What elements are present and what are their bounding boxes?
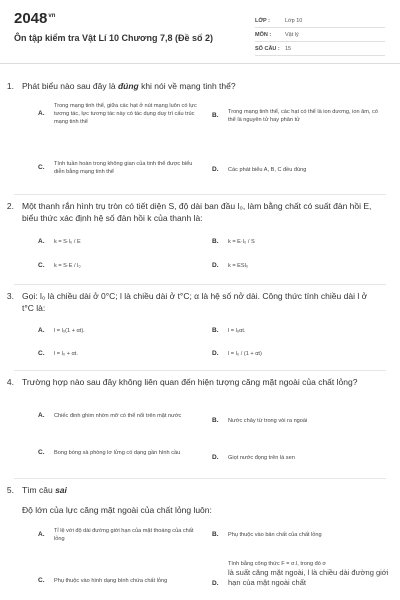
- q5-option-b[interactable]: B. Phụ thuộc vào bản chất của chất lỏng: [212, 531, 322, 538]
- divider: [14, 478, 386, 479]
- q2-option-c[interactable]: C. k = S·E / l₀: [38, 262, 81, 269]
- meta-row-class: LỚP : Lớp 10: [255, 14, 385, 28]
- question-text: Tìm câu sai: [22, 485, 67, 495]
- question-number: 2.: [6, 201, 14, 211]
- q2-option-a[interactable]: A. k = S·l₀ / E: [38, 238, 81, 245]
- question-number: 4.: [6, 377, 14, 387]
- question-subtext: Độ lớn của lực căng mặt ngoài của chất lỏng luôn:: [22, 505, 212, 515]
- meta-table: [255, 14, 385, 56]
- q4-option-a[interactable]: A. Chiếc đinh ghim nhờn mỡ có thể nổi trên mặt nước: [38, 412, 182, 419]
- site-logo[interactable]: $2048^{vn}$: [14, 10, 56, 27]
- divider: [14, 194, 386, 195]
- divider: [14, 284, 386, 285]
- page-header: [0, 0, 400, 64]
- q2-option-d[interactable]: D. k = ESl₀: [212, 262, 249, 269]
- meta-row-subject: MÔN : Vật lý: [255, 28, 385, 42]
- q4-option-b[interactable]: B. Nước chảy từ trong vòi ra ngoài: [212, 417, 308, 424]
- q1-option-d[interactable]: D. Các phát biểu A, B, C đều đúng: [212, 166, 307, 173]
- question-number: 5.: [6, 485, 14, 495]
- meta-row-count: SỐ CÂU : 15: [255, 42, 385, 56]
- q4-option-c[interactable]: C. Bong bóng xà phòng lơ lửng có dạng gần hình cầu: [38, 449, 181, 456]
- q1-option-b[interactable]: B. Trong mạng tinh thể, các hạt có thể là ion dương, ion âm, có thể là nguyên tử hay phân tử: [212, 109, 378, 123]
- question-number: 3.: [6, 291, 14, 301]
- q3-option-b[interactable]: B. l = l₀αt.: [212, 327, 246, 334]
- question-text: Trường hợp nào sau đây không liên quan đến hiện tượng căng mặt ngoài của chất lỏng?: [22, 377, 358, 387]
- q5-option-c[interactable]: C. Phụ thuộc vào hình dạng bình chứa chất lỏng: [38, 577, 168, 584]
- question-text: Phát biểu nào sau đây là đúng khi nói về mạng tinh thể?: [22, 81, 236, 91]
- question-3: [0, 290, 400, 314]
- q5-option-d[interactable]: D. Tính bằng công thức F = σ.l, trong đó σ là suất căng mặt ngoài, l là chiều dài đường giới hạn của mặt ngoài chất: [212, 561, 389, 587]
- question-2: [0, 200, 400, 224]
- question-1: [0, 80, 400, 92]
- q4-option-d[interactable]: D. Giọt nước đọng trên lá sen: [212, 454, 295, 461]
- q1-option-c[interactable]: C. Tính tuần hoàn trong không gian của tinh thể được biểu diễn bằng mạng tinh thể: [38, 161, 193, 175]
- q5-option-a[interactable]: A. Tỉ lệ với độ dài đường giới hạn của mặt thoáng của chất lỏng: [38, 528, 194, 542]
- divider: [14, 370, 386, 371]
- q3-option-a[interactable]: A. l = l₀(1 + αt).: [38, 327, 85, 334]
- question-5: [0, 484, 400, 516]
- question-number: 1.: [6, 81, 14, 91]
- question-text: Gọi: l₀ là chiều dài ở 0°C; l là chiều dài ở t°C; α là hệ số nở dài. Công thức tính chiều dài l ở t°C là:: [22, 291, 368, 313]
- q1-option-a[interactable]: A. Trong mạng tinh thể, giữa các hạt ở nút mạng luôn có lực tương tác, lực tương tác này có tác dụng duy trì cấu trúc mạng tinh thể: [38, 103, 197, 125]
- question-4: [0, 376, 400, 388]
- question-text: Một thanh rắn hình trụ tròn có tiết diện S, độ dài ban đầu l₀, làm bằng chất có suất đàn hồi E, biểu thức xác định hệ số đàn hồi k của thanh là:: [22, 201, 372, 223]
- q2-option-b[interactable]: B. k = E·l₀ / S: [212, 238, 255, 245]
- q3-option-d[interactable]: D. l = l₀ / (1 + αt): [212, 350, 262, 357]
- q3-option-c[interactable]: C. l = l₀ + αt.: [38, 350, 78, 357]
- page-title: Ôn tập kiểm tra Vật Lí 10 Chương 7,8 (Đề số 2): [14, 33, 213, 43]
